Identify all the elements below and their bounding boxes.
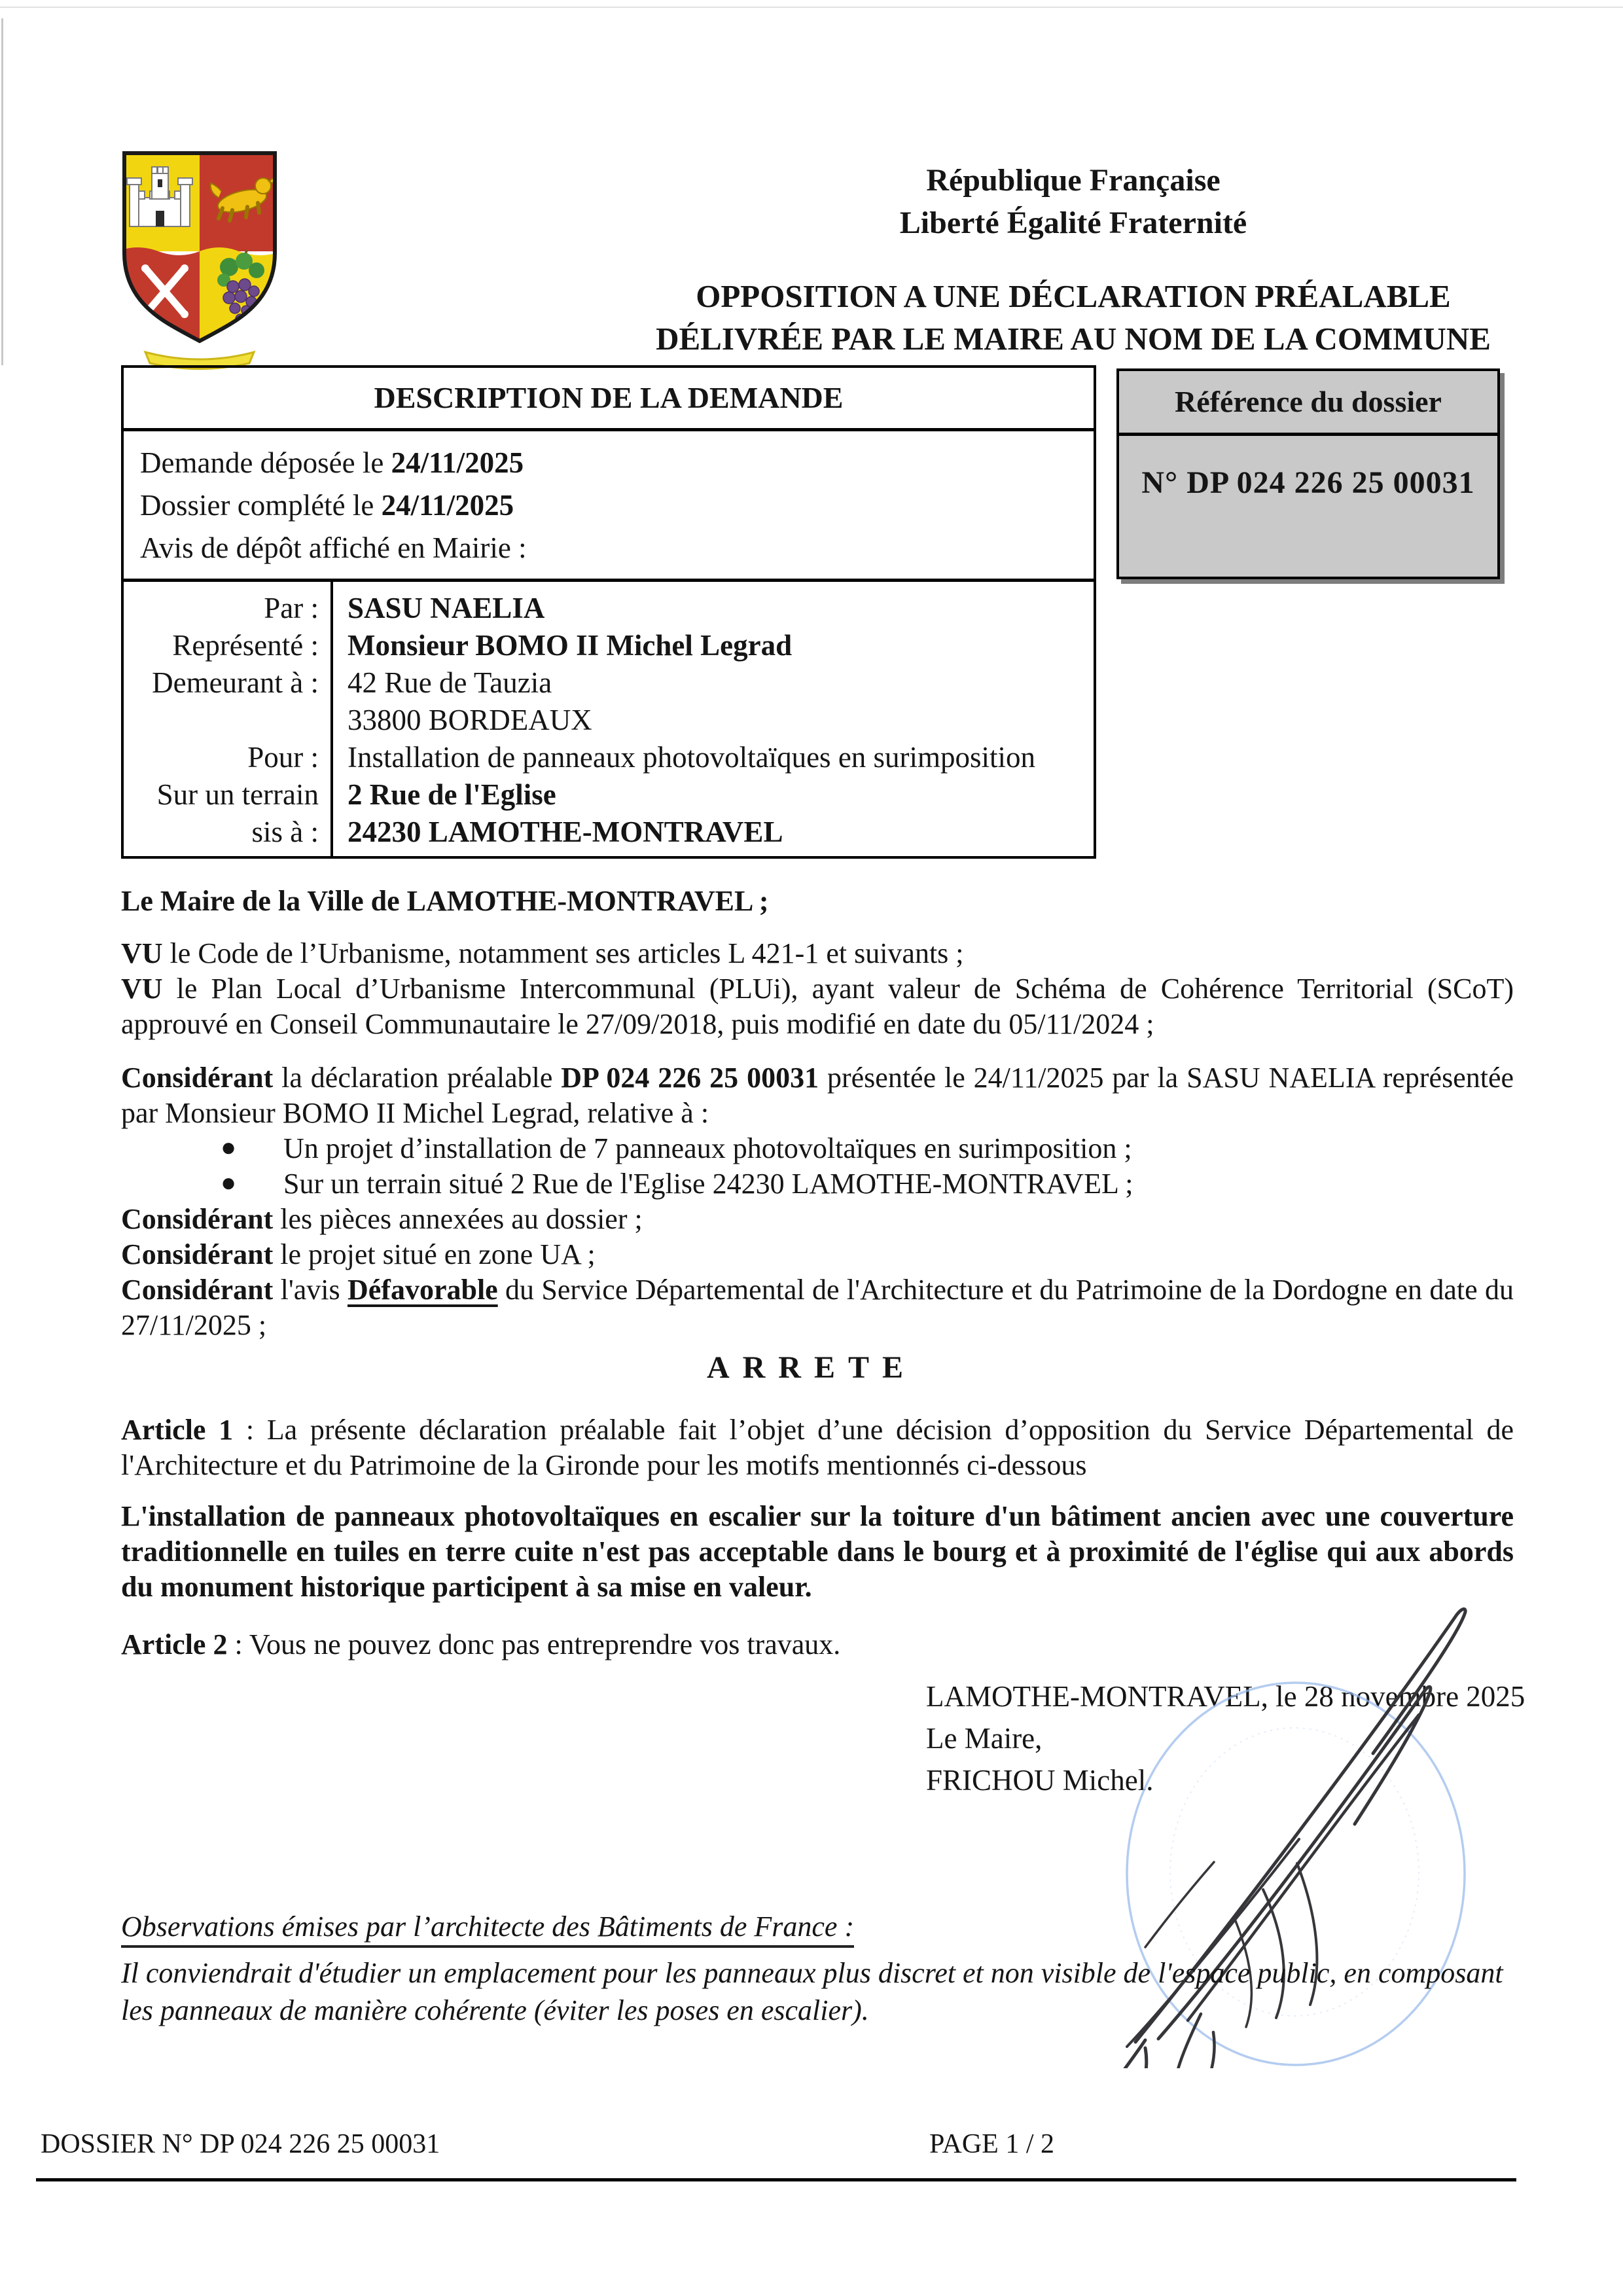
terrain-label-2: sis à :: [251, 816, 319, 848]
bullet-dot-icon: ●: [221, 1168, 237, 1197]
demeurant-value-1: 42 Rue de Tauzia: [348, 666, 552, 699]
footer-dossier-number: DOSSIER N° DP 024 226 25 00031: [41, 2129, 440, 2159]
scan-artifact-top-edge: [0, 7, 1623, 8]
article1-bold: Article 1: [121, 1414, 234, 1446]
motto-line: Liberté Égalité Fraternité: [899, 206, 1247, 240]
scan-artifact-left-edge: [1, 18, 3, 365]
terrain-value-2: 24230 LAMOTHE-MONTRAVEL: [348, 816, 783, 848]
bullet1-text: Un projet d’installation de 7 panneaux photovoltaïques en surimposition ;: [283, 1132, 1132, 1164]
reference-box-title: Référence du dossier: [1119, 371, 1497, 436]
dates-row: [124, 431, 1094, 582]
represente-label: Représenté :: [172, 629, 319, 662]
applicant-labels-column: [124, 582, 333, 856]
par-value: SASU NAELIA: [348, 592, 545, 624]
completed-label: Dossier complété le: [140, 489, 382, 522]
terrain-label-1: Sur un terrain: [156, 778, 319, 811]
considerant4-paragraph: [121, 1272, 1514, 1343]
article2-text: : Vous ne pouvez donc pas entreprendre vos travaux.: [227, 1628, 841, 1660]
avis-defavorable: Défavorable: [347, 1274, 498, 1306]
footer-rule: [36, 2178, 1516, 2181]
doc-title-line2: DÉLIVRÉE PAR LE MAIRE AU NOM DE LA COMMUNE: [656, 321, 1491, 357]
demeurant-label: Demeurant à :: [152, 666, 319, 699]
notice-line: Avis de dépôt affiché en Mairie :: [140, 531, 527, 564]
place-date-line: LAMOTHE-MONTRAVEL, le 28 novembre 2025: [926, 1680, 1525, 1713]
pour-label: Pour :: [247, 741, 319, 774]
considerant2-line: [121, 1202, 1514, 1237]
considerant1-dossier-number: DP 024 226 25 00031: [561, 1062, 819, 1094]
considerant2-bold: Considérant: [121, 1203, 274, 1235]
considerant2-text: les pièces annexées au dossier ;: [273, 1203, 643, 1235]
bullet-item: [121, 1131, 1514, 1166]
commune-coat-of-arms: [118, 145, 281, 371]
article2-bold: Article 2: [121, 1628, 228, 1660]
footer-page-number: PAGE 1 / 2: [929, 2129, 1054, 2159]
motif-paragraph: L'installation de panneaux photovoltaïques en escalier sur la toiture d'un bâtiment ancien avec une couverture traditionnelle en tuiles en terre cuite n'est pas acceptable dans le bourg et à proximité de l'église qui aux abords du monument historique participent à sa mise en valeur.: [121, 1500, 1514, 1603]
vu1-text: le Code de l’Urbanisme, notamment ses articles L 421-1 et suivants ;: [162, 937, 964, 969]
vu2-paragraph: [121, 971, 1514, 1042]
considerant1-paragraph: [121, 1060, 1514, 1131]
considerant4-text1: l'avis: [273, 1274, 348, 1306]
considerant4-bold: Considérant: [121, 1274, 274, 1306]
terrain-value-1: 2 Rue de l'Eglise: [348, 778, 556, 811]
vu-block: [121, 936, 1514, 1042]
deposited-label: Demande déposée le: [140, 446, 391, 479]
article1-text: : La présente déclaration préalable fait l’objet d’une décision d’opposition du Service Départemental de l'Architecture et du Patrimoine de la Gironde pour les motifs mentionnés ci-dessous: [121, 1414, 1514, 1481]
deposited-line: [140, 442, 1087, 484]
considerant-block: [121, 1202, 1514, 1343]
considerant3-bold: Considérant: [121, 1238, 274, 1270]
considerant3-line: [121, 1237, 1514, 1272]
considerant1-bold: Considérant: [121, 1062, 274, 1094]
bullet-list: [121, 1131, 1514, 1202]
description-table-title: DESCRIPTION DE LA DEMANDE: [124, 368, 1094, 431]
vu2-bold: VU: [121, 973, 163, 1005]
signer-role-line: Le Maire,: [926, 1722, 1043, 1755]
demeurant-value-2: 33800 BORDEAUX: [348, 704, 592, 736]
bullet-dot-icon: ●: [221, 1132, 237, 1162]
reference-box: [1116, 368, 1500, 579]
bullet-item: [121, 1166, 1514, 1202]
applicant-values-column: [333, 582, 1094, 856]
completed-line: [140, 484, 1087, 527]
republic-line: République Française: [926, 163, 1221, 198]
applicant-row: [124, 582, 1094, 856]
considerant3-text: le projet situé en zone UA ;: [273, 1238, 596, 1270]
deposited-date: 24/11/2025: [391, 446, 524, 479]
considerant4-text2: du Service Départemental de l'Architecture et du Patrimoine de la Dordogne en date du 27/11/2025 ;: [121, 1274, 1514, 1341]
pour-value: Installation de panneaux photovoltaïques en surimposition: [348, 741, 1036, 774]
vu2-text: le Plan Local d’Urbanisme Intercommunal (PLUi), ayant valeur de Schéma de Cohérence Territorial (SCoT) approuvé en Conseil Communautaire le 27/09/2018, puis modifié en date du 05/11/2024 ;: [121, 973, 1514, 1040]
vu1-bold: VU: [121, 937, 163, 969]
completed-date: 24/11/2025: [381, 489, 514, 522]
represente-value: Monsieur BOMO II Michel Legrad: [348, 629, 793, 662]
signer-name-line: FRICHOU Michel.: [926, 1764, 1154, 1797]
description-table: [121, 365, 1096, 859]
doc-title-line1: OPPOSITION A UNE DÉCLARATION PRÉALABLE: [696, 278, 1451, 314]
bullet2-text: Sur un terrain situé 2 Rue de l'Eglise 24230 LAMOTHE-MONTRAVEL ;: [283, 1168, 1133, 1200]
considerant1-text1: la déclaration préalable: [273, 1062, 562, 1094]
observations-title: [121, 1910, 854, 1943]
considerant1-text2: présentée le 24/11/2025 par la SASU NAELIA représentée par Monsieur BOMO II Michel Legrad, relative à :: [121, 1062, 1514, 1129]
maire-line: Le Maire de la Ville de LAMOTHE-MONTRAVEL ;: [121, 885, 769, 917]
arrete-heading: ARRETE: [706, 1350, 917, 1385]
par-label: Par :: [264, 592, 319, 624]
vu1-line: [121, 936, 1514, 971]
article1-paragraph: [121, 1412, 1514, 1483]
blank-label: [124, 702, 319, 739]
reference-number: N° DP 024 226 25 00031: [1141, 465, 1475, 500]
observations-text: Il conviendrait d'étudier un emplacement pour les panneaux plus discret et non visible de l'espace public, en composant les panneaux de manière cohérente (éviter les poses en escalier).: [121, 1957, 1503, 2026]
document-header: [622, 162, 1525, 357]
observations-title-text: Observations émises par l’architecte des Bâtiments de France :: [121, 1910, 854, 1948]
